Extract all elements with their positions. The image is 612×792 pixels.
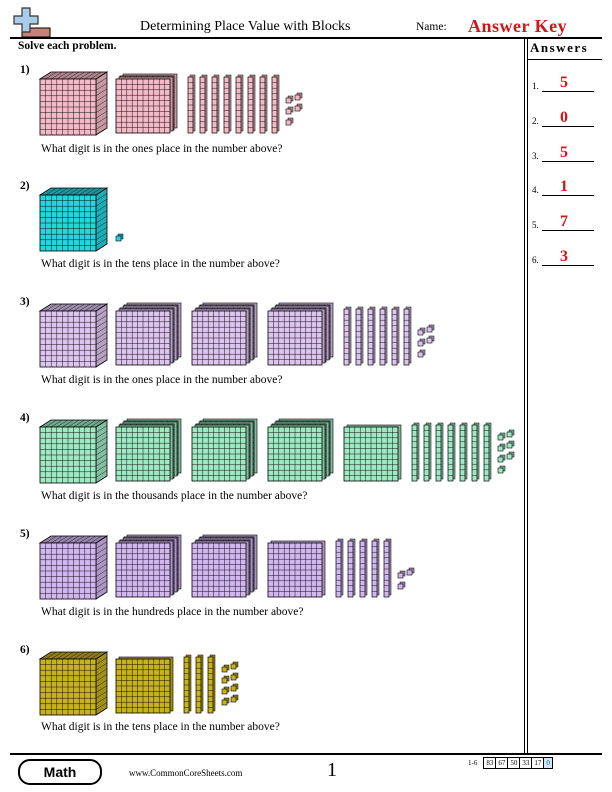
ten-rod — [348, 539, 355, 597]
answers-divider — [524, 37, 525, 753]
score-table — [466, 757, 553, 769]
hundred-flat-stack — [268, 303, 333, 365]
answer-line — [542, 230, 594, 231]
page-number: 1 — [327, 759, 337, 781]
answers-title-underline — [528, 59, 602, 60]
one-cube — [295, 93, 302, 100]
ten-rod — [188, 75, 195, 133]
ten-rod — [460, 423, 467, 481]
hundred-flat-stack — [192, 303, 257, 365]
hundred-flat-stack — [116, 657, 173, 713]
one-cube — [418, 350, 425, 357]
ten-rod — [344, 307, 351, 365]
place-value-blocks-3 — [36, 292, 516, 370]
score-cell: 67 — [496, 758, 508, 769]
one-cube — [231, 695, 238, 702]
ten-rod — [380, 307, 387, 365]
ten-rod — [384, 539, 391, 597]
one-cube — [418, 339, 425, 346]
thousand-cube — [40, 72, 107, 135]
answer-key-label: Answer Key — [468, 16, 568, 36]
hundred-flat-stack — [344, 425, 401, 481]
answer-line — [542, 195, 594, 196]
problem-number: 3) — [20, 296, 30, 308]
one-cube — [498, 433, 505, 440]
ten-rod — [212, 75, 219, 133]
answer-number: 5. — [532, 220, 539, 230]
one-cube — [222, 698, 229, 705]
plus-blocks-logo-icon — [8, 6, 52, 38]
one-cube — [286, 118, 293, 125]
footer-divider — [10, 753, 602, 755]
one-cube — [507, 441, 514, 448]
one-cube — [295, 104, 302, 111]
ten-rod — [368, 307, 375, 365]
ten-rod — [424, 423, 431, 481]
ten-rod — [184, 655, 191, 713]
answer-number: 2. — [532, 116, 539, 126]
problem-number: 4) — [20, 412, 30, 424]
thousand-cube — [40, 188, 107, 251]
name-label: Name: — [416, 21, 447, 33]
one-cube — [427, 325, 434, 332]
ten-rod — [272, 75, 279, 133]
one-cube — [286, 107, 293, 114]
score-cell: 50 — [508, 758, 520, 769]
hundred-flat-stack — [116, 535, 181, 597]
ten-rod — [404, 307, 411, 365]
ten-rod — [472, 423, 479, 481]
ten-rod — [336, 539, 343, 597]
hundred-flat-stack — [268, 419, 333, 481]
one-cube — [231, 684, 238, 691]
ten-rod — [412, 423, 419, 481]
thousand-cube — [40, 536, 107, 599]
one-cube — [398, 571, 405, 578]
one-cube — [418, 328, 425, 335]
one-cube — [498, 444, 505, 451]
ten-rod — [360, 539, 367, 597]
one-cube — [498, 466, 505, 473]
one-cube — [116, 234, 123, 241]
thousand-cube — [40, 652, 107, 715]
problem-number: 5) — [20, 528, 30, 540]
one-cube — [507, 430, 514, 437]
answer-line — [542, 91, 594, 92]
ten-rod — [484, 423, 491, 481]
score-cell: 33 — [520, 758, 532, 769]
ten-rod — [200, 75, 207, 133]
problem-number: 2) — [20, 180, 30, 192]
one-cube — [498, 455, 505, 462]
thousand-cube — [40, 420, 107, 483]
website-url: www.CommonCoreSheets.com — [129, 768, 243, 778]
answer-value: 7 — [560, 213, 568, 230]
hundred-flat-stack — [268, 541, 325, 597]
ten-rod — [436, 423, 443, 481]
thousand-cube — [40, 304, 107, 367]
hundred-flat-stack — [116, 419, 181, 481]
answer-value: 3 — [560, 248, 568, 265]
ten-rod — [196, 655, 203, 713]
one-cube — [407, 568, 414, 575]
answers-title: Answers — [530, 40, 589, 55]
score-cell: 83 — [484, 758, 496, 769]
problem-question: What digit is in the ones place in the number above? — [41, 374, 283, 386]
score-cell: 0 — [544, 758, 553, 769]
ten-rod — [448, 423, 455, 481]
one-cube — [427, 336, 434, 343]
place-value-blocks-5 — [36, 524, 516, 602]
header-divider — [10, 37, 602, 39]
problem-question: What digit is in the tens place in the number above? — [41, 258, 280, 270]
place-value-blocks-6 — [36, 640, 516, 718]
one-cube — [222, 665, 229, 672]
one-cube — [231, 673, 238, 680]
place-value-blocks-1 — [36, 60, 516, 138]
hundred-flat-stack — [116, 303, 181, 365]
one-cube — [286, 96, 293, 103]
place-value-blocks-4 — [36, 408, 516, 486]
score-range-label: 1-6 — [468, 759, 478, 767]
ten-rod — [208, 655, 215, 713]
answer-number: 4. — [532, 185, 539, 195]
ten-rod — [356, 307, 363, 365]
answer-line — [542, 161, 594, 162]
one-cube — [507, 452, 514, 459]
hundred-flat-stack — [192, 419, 257, 481]
answer-line — [542, 265, 594, 266]
problem-question: What digit is in the thousands place in the number above? — [41, 490, 308, 502]
answer-number: 1. — [532, 81, 539, 91]
subject-badge: Math — [18, 759, 102, 785]
page-title: Determining Place Value with Blocks — [140, 19, 351, 34]
problem-number: 1) — [20, 64, 30, 76]
ten-rod — [224, 75, 231, 133]
one-cube — [398, 582, 405, 589]
answer-value: 1 — [560, 178, 568, 195]
place-value-blocks-2 — [36, 176, 516, 254]
ten-rod — [260, 75, 267, 133]
one-cube — [231, 662, 238, 669]
answer-number: 6. — [532, 255, 539, 265]
answer-value: 5 — [560, 144, 568, 161]
instructions: Solve each problem. — [18, 40, 117, 52]
one-cube — [222, 687, 229, 694]
ten-rod — [236, 75, 243, 133]
answers-divider-inner — [527, 37, 528, 753]
hundred-flat-stack — [192, 535, 257, 597]
problem-question: What digit is in the tens place in the number above? — [41, 721, 280, 733]
answer-value: 0 — [560, 109, 568, 126]
problem-question: What digit is in the ones place in the number above? — [41, 143, 283, 155]
one-cube — [222, 676, 229, 683]
answer-number: 3. — [532, 151, 539, 161]
answer-value: 5 — [560, 74, 568, 91]
ten-rod — [248, 75, 255, 133]
answer-line — [542, 126, 594, 127]
score-cell: 17 — [532, 758, 544, 769]
ten-rod — [372, 539, 379, 597]
problem-question: What digit is in the hundreds place in the number above? — [41, 606, 304, 618]
problem-number: 6) — [20, 644, 30, 656]
hundred-flat-stack — [116, 74, 177, 133]
ten-rod — [392, 307, 399, 365]
